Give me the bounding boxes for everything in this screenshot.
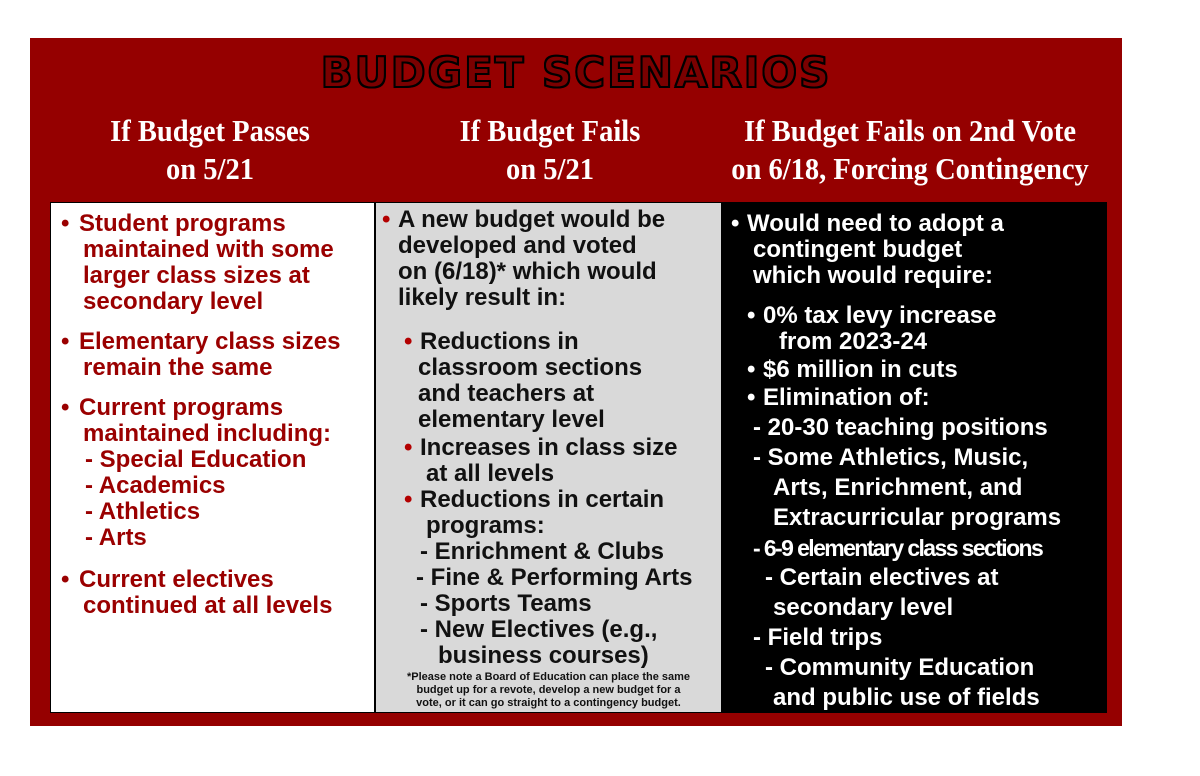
contingency-intro-line: which would require: xyxy=(753,262,994,289)
contingency-item: - Some Athletics, Music, xyxy=(753,444,1029,471)
fails-box xyxy=(375,202,722,713)
fails-r1-line: classroom sections xyxy=(418,354,643,381)
fails-r3-line: - Sports Teams xyxy=(420,590,592,617)
passes-b1-line: Student programs xyxy=(79,210,286,237)
passes-b1-line: secondary level xyxy=(83,288,264,315)
bullet-icon: • xyxy=(404,434,413,461)
bullet-icon: • xyxy=(61,328,70,355)
contingency-c2-line: $6 million in cuts xyxy=(763,356,958,383)
contingency-c3-line: Elimination of: xyxy=(763,384,930,411)
passes-b2-line: remain the same xyxy=(83,354,273,381)
passes-b4-line: Current electives xyxy=(79,566,274,593)
heading-line: If Budget Fails on 2nd Vote xyxy=(743,113,1077,148)
footnote-line: budget up for a revote, develop a new budget for a xyxy=(416,684,681,696)
footnote xyxy=(376,671,721,710)
bullet-icon: • xyxy=(382,206,391,233)
fails-intro-line: likely result in: xyxy=(398,284,567,311)
fails-r3-line: Reductions in certain xyxy=(420,486,665,513)
fails-r3-line: business courses) xyxy=(438,642,649,669)
bullet-icon: • xyxy=(747,384,756,411)
bullet-icon: • xyxy=(404,328,413,355)
passes-b3-line: - Arts xyxy=(85,524,147,551)
passes-b3-line: Current programs xyxy=(79,394,284,421)
contingency-intro-line: Would need to adopt a xyxy=(747,210,1004,237)
footnote-line: *Please note a Board of Education can place the same xyxy=(406,671,691,683)
contingency-item: - Community Education xyxy=(765,654,1035,681)
passes-b3-line: maintained including: xyxy=(83,420,332,447)
passes-b1-line: maintained with some xyxy=(83,236,334,263)
fails-intro-line: on (6/18)* which would xyxy=(398,258,657,285)
bullet-icon: • xyxy=(61,210,70,237)
bullet-icon: • xyxy=(61,394,70,421)
contingency-intro-line: contingent budget xyxy=(753,236,963,263)
contingency-box xyxy=(722,202,1107,713)
column-heading-contingency xyxy=(726,112,1094,188)
column-heading-passes xyxy=(81,112,339,188)
fails-r1-line: Reductions in xyxy=(420,328,579,355)
bullet-icon: • xyxy=(747,356,756,383)
contingency-item: - 6-9 elementary class sections xyxy=(753,535,1043,561)
column-heading-fails xyxy=(412,112,688,188)
contingency-item: - 20-30 teaching positions xyxy=(753,414,1048,441)
fails-r2-line: at all levels xyxy=(426,460,555,487)
bullet-icon: • xyxy=(404,486,413,513)
fails-r2-line: Increases in class size xyxy=(420,434,678,461)
fails-r3-line: - New Electives (e.g., xyxy=(420,616,658,643)
heading-line: If Budget Passes xyxy=(110,113,310,148)
heading-line: on 6/18, Forcing Contingency xyxy=(731,151,1089,186)
contingency-item: Extracurricular programs xyxy=(773,504,1062,531)
fails-intro-line: A new budget would be xyxy=(398,206,666,233)
passes-b1-line: larger class sizes at xyxy=(83,262,310,289)
contingency-item: - Certain electives at xyxy=(765,564,999,591)
fails-r3-line: - Enrichment & Clubs xyxy=(420,538,665,565)
heading-line: If Budget Fails xyxy=(459,113,641,148)
footnote-line: vote, or it can go straight to a contingency budget. xyxy=(416,697,681,709)
passes-b4-line: continued at all levels xyxy=(83,592,333,619)
bullet-icon: • xyxy=(747,302,756,329)
passes-b3-line: - Academics xyxy=(85,472,226,499)
contingency-item: secondary level xyxy=(773,594,954,621)
passes-b3-line: - Athletics xyxy=(85,498,201,525)
contingency-c1-line: 0% tax levy increase xyxy=(763,302,997,329)
fails-r1-line: and teachers at xyxy=(418,380,595,407)
page-title: BUDGET SCENARIOS xyxy=(320,48,832,97)
fails-r3-line: - Fine & Performing Arts xyxy=(416,564,693,591)
fails-r1-line: elementary level xyxy=(418,406,605,433)
bullet-icon: • xyxy=(61,566,70,593)
contingency-item: Arts, Enrichment, and xyxy=(773,474,1023,501)
heading-line: on 5/21 xyxy=(506,151,594,186)
bullet-icon: • xyxy=(731,210,740,237)
passes-b2-line: Elementary class sizes xyxy=(79,328,341,355)
contingency-item: - Field trips xyxy=(753,624,883,651)
fails-r3-line: programs: xyxy=(426,512,545,539)
passes-b3-line: - Special Education xyxy=(85,446,307,473)
contingency-item: and public use of fields xyxy=(773,684,1040,711)
passes-box xyxy=(50,202,375,713)
heading-line: on 5/21 xyxy=(166,151,254,186)
budget-scenarios-panel xyxy=(30,38,1122,726)
contingency-c1-line: from 2023-24 xyxy=(779,328,928,355)
fails-intro-line: developed and voted xyxy=(398,232,637,259)
